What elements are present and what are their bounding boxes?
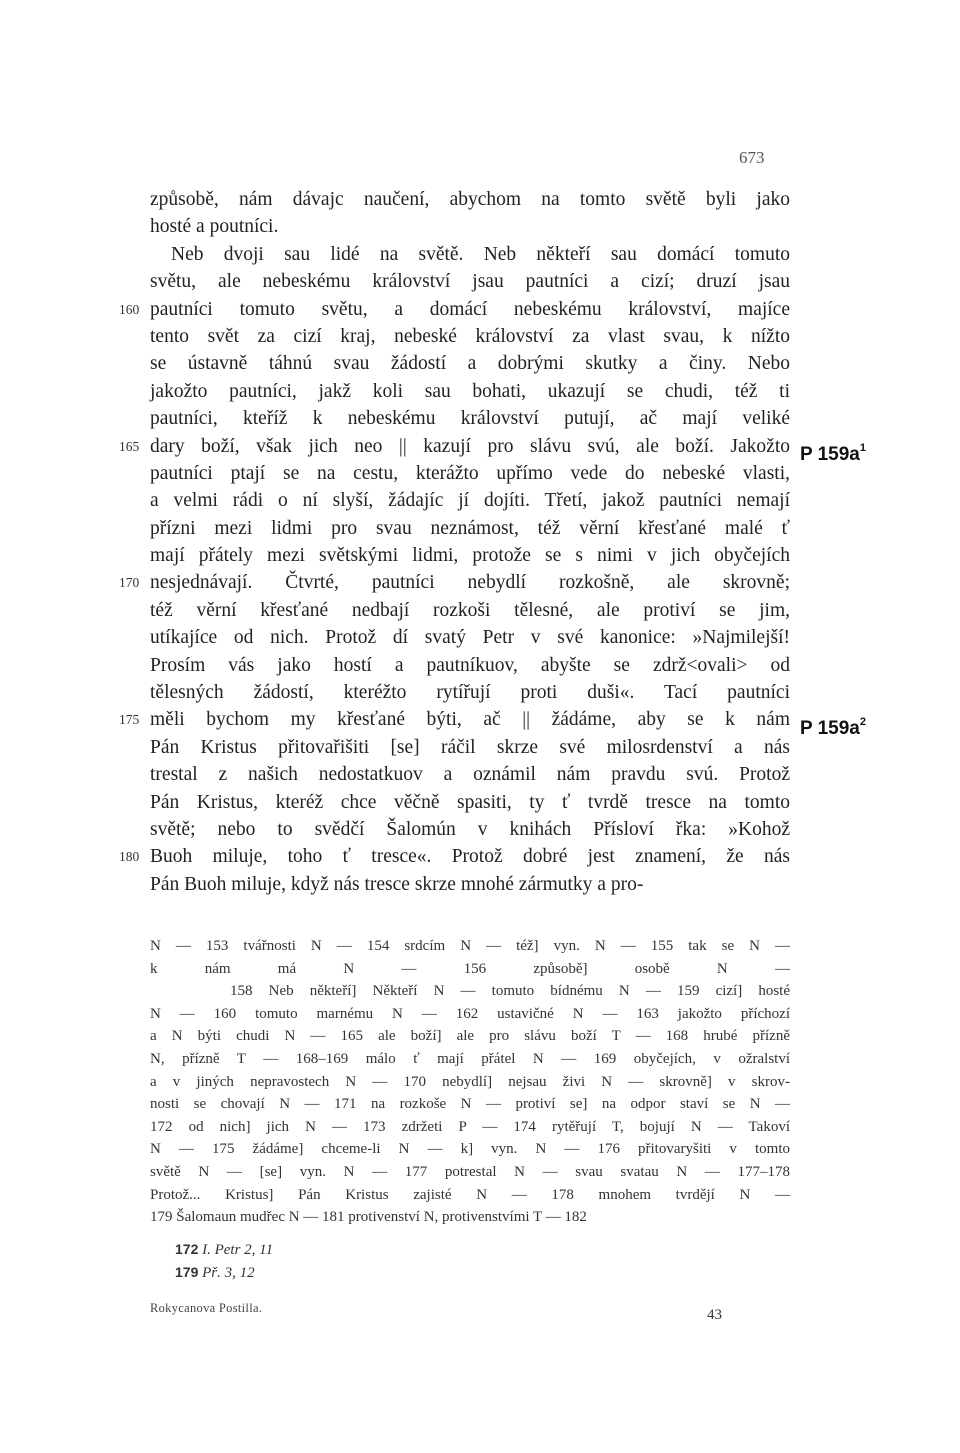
text-line xyxy=(150,268,790,295)
critical-apparatus xyxy=(150,935,790,1229)
text-line-content: Pán Kristus, kteréž chce věčně spasiti, ty ť tvrdě tresce na tomto xyxy=(150,791,790,813)
page-number: 673 xyxy=(739,148,765,167)
text-line-content: Buoh miluje, toho ť tresce«. Protož dobré jest znamení, že nás xyxy=(150,846,790,868)
text-line-content: nesjednávají. Čtvrté, pautníci nebydlí rozkošně, ale skrovně; xyxy=(150,572,790,594)
line-number: 180 xyxy=(119,849,140,865)
text-line xyxy=(150,597,790,624)
text-line xyxy=(150,789,790,816)
apparatus-line: Protož... Kristus] Pán Kristus zajisté N — 178 mnohem tvrdějí N — xyxy=(150,1186,790,1203)
text-line xyxy=(150,350,790,377)
text-line-content: světě; nebo to svědčí Šalomún v knihách Přísloví řka: »Kohož xyxy=(150,818,790,840)
margin-reference-2 xyxy=(800,716,866,740)
main-text xyxy=(119,186,790,898)
text-line xyxy=(150,624,790,651)
text-line xyxy=(150,652,790,679)
apparatus-line: k nám má N — 156 způsobě] osobě N — xyxy=(150,960,790,977)
text-line xyxy=(150,761,790,788)
reference-line xyxy=(175,1261,273,1284)
text-line xyxy=(119,296,790,323)
text-line-content: pautníci tomuto světu, a domácí nebeskému království, majíce xyxy=(150,298,790,320)
reference-line-number: 179 xyxy=(175,1264,199,1280)
line-number: 160 xyxy=(119,301,140,317)
apparatus-line: světě N — [se] vyn. N — 177 potrestal N — svau svatau N — 177–178 xyxy=(150,1163,790,1180)
apparatus-line: N — 153 tvářnosti N — 154 srdcím N — též] vyn. N — 155 tak se N — xyxy=(150,938,790,954)
text-line-content: pautníci ptají se na cestu, kterážto upřímo vede do nebeské vlasti, xyxy=(150,462,790,484)
text-line xyxy=(150,323,790,350)
source-name: Rokycanova Postilla. xyxy=(150,1301,263,1315)
text-line xyxy=(150,542,790,569)
text-line-content: přízni mezi lidmi pro svau neznámost, též věrní křesťané malé ť xyxy=(150,517,790,539)
apparatus-line: N — 160 tomuto marnému N — 162 ustavičné N — 163 jakožto příchozí xyxy=(150,1005,790,1022)
text-line xyxy=(150,871,790,898)
text-line-content: trestal z našich nedostatkuov a oznámil nám pravdu svú. Protož xyxy=(150,764,790,786)
reference-line-number: 172 xyxy=(175,1241,199,1257)
line-number: 170 xyxy=(119,575,140,591)
apparatus-line: a N býti chudi N — 165 ale boží] ale pro slávu boží T — 168 hrubé přízně xyxy=(150,1028,790,1045)
text-line-content: způsobě, nám dávajc naučení, abychom na tomto světě byli jako xyxy=(150,189,790,210)
signature-number: 43 xyxy=(707,1307,722,1323)
margin-reference-label: P 159a xyxy=(800,718,860,739)
margin-reference-1 xyxy=(800,442,866,466)
apparatus-line: 158 Neb někteří] Někteří N — tomuto bídnému N — 159 cizí] hosté xyxy=(230,983,790,1000)
text-line xyxy=(150,816,790,843)
text-line-content: utíkajíce od nich. Protož dí svatý Petr v své kanonice: »Najmilejší! xyxy=(150,627,790,649)
text-line-content: též věrní křesťané nedbají rozkoši tělesné, ale protiví se jim, xyxy=(150,599,790,621)
apparatus-line: nosti se chovají N — 171 na rozkoše N — protiví se] na odpor staví se N — xyxy=(150,1096,790,1113)
text-line-content: tělesných žádostí, kteréžto rytířují proti duši«. Tací pautníci xyxy=(150,682,790,704)
text-line-content: Pán Buoh miluje, když nás tresce skrze mnohé zármutky a pro- xyxy=(150,873,644,895)
text-line-content: Prosím vás jako hostí a pautníkuov, abyšte se zdrž<ovali> od xyxy=(150,654,790,676)
text-line xyxy=(150,734,790,761)
text-line xyxy=(119,706,790,733)
text-line xyxy=(150,213,790,240)
reference-citation: I. Petr 2, 11 xyxy=(202,1242,274,1258)
text-line xyxy=(150,186,790,213)
apparatus-line: 172 od nich] jich N — 173 zdržeti P — 174 rytěřují T, bojují N — Takoví xyxy=(150,1118,790,1135)
apparatus-line: N — 175 žádáme] chceme-li N — k] vyn. N — 176 přitovaryšiti v tomto xyxy=(150,1141,790,1158)
text-line xyxy=(150,241,790,268)
text-line-content: pautníci, kteříž k nebeskému království putují, ač mají veliké xyxy=(150,408,790,430)
text-line-content: mají přátely mezi světskými lidmi, protože se s nimi v jich obyčejích xyxy=(150,545,790,567)
text-line-content: dary boží, však jich neo || kazují pro slávu svú, ale boží. Jakožto xyxy=(150,435,790,457)
text-line xyxy=(119,843,790,870)
text-line-content: hosté a poutníci. xyxy=(150,216,279,238)
line-number: 175 xyxy=(119,712,140,728)
text-line xyxy=(150,487,790,514)
text-line xyxy=(119,569,790,596)
text-line-content: Pán Kristus přitovařišiti [se] ráčil skrze své milosrdenství a nás xyxy=(150,736,790,758)
margin-reference-sup: 1 xyxy=(859,442,867,454)
text-line-content: měli bychom my křesťané býti, ač || žádáme, aby se k nám xyxy=(150,709,790,731)
reference-line xyxy=(175,1238,273,1261)
line-number: 165 xyxy=(119,438,140,454)
text-line-content: tento svět za cizí kraj, nebeské království za vlast svau, k nížto xyxy=(150,325,790,347)
margin-reference-label: P 159a xyxy=(800,444,860,465)
biblical-references xyxy=(175,1238,273,1284)
text-line xyxy=(150,378,790,405)
apparatus-line: 179 Šalomaun mudřec N — 181 protivenství N, protivenstvími T — 182 xyxy=(150,1209,587,1226)
text-line xyxy=(150,405,790,432)
text-line-content: se ústavně táhnú svau žádostí a dobrými skutky a činy. Nebo xyxy=(150,353,790,375)
text-line-content: a velmi rádi o ní slyší, žádajíc jí dojíti. Třetí, jakož pautníci nemají xyxy=(150,490,790,512)
reference-citation: Př. 3, 12 xyxy=(202,1265,255,1281)
margin-reference-sup: 2 xyxy=(859,716,867,728)
text-line-content: Neb dvoji sau lidé na světě. Neb někteří sau domácí tomuto xyxy=(171,243,790,265)
apparatus-line: a v jiných nepravostech N — 170 nebydlí] nejsau živi N — skrovně] v skrov- xyxy=(150,1073,790,1090)
text-line-content: světu, ale nebeskému království jsau pautníci a cizí; druzí jsau xyxy=(150,271,790,293)
text-line-content: jakožto pautníci, jakž koli sau bohati, ukazují se chudi, též ti xyxy=(150,380,790,402)
text-line xyxy=(119,433,790,460)
apparatus-line: N, přízně T — 168–169 málo ť mají přátel N — 169 obyčejích, v ožralství xyxy=(150,1050,790,1067)
text-line xyxy=(150,515,790,542)
text-line xyxy=(150,460,790,487)
text-line xyxy=(150,679,790,706)
